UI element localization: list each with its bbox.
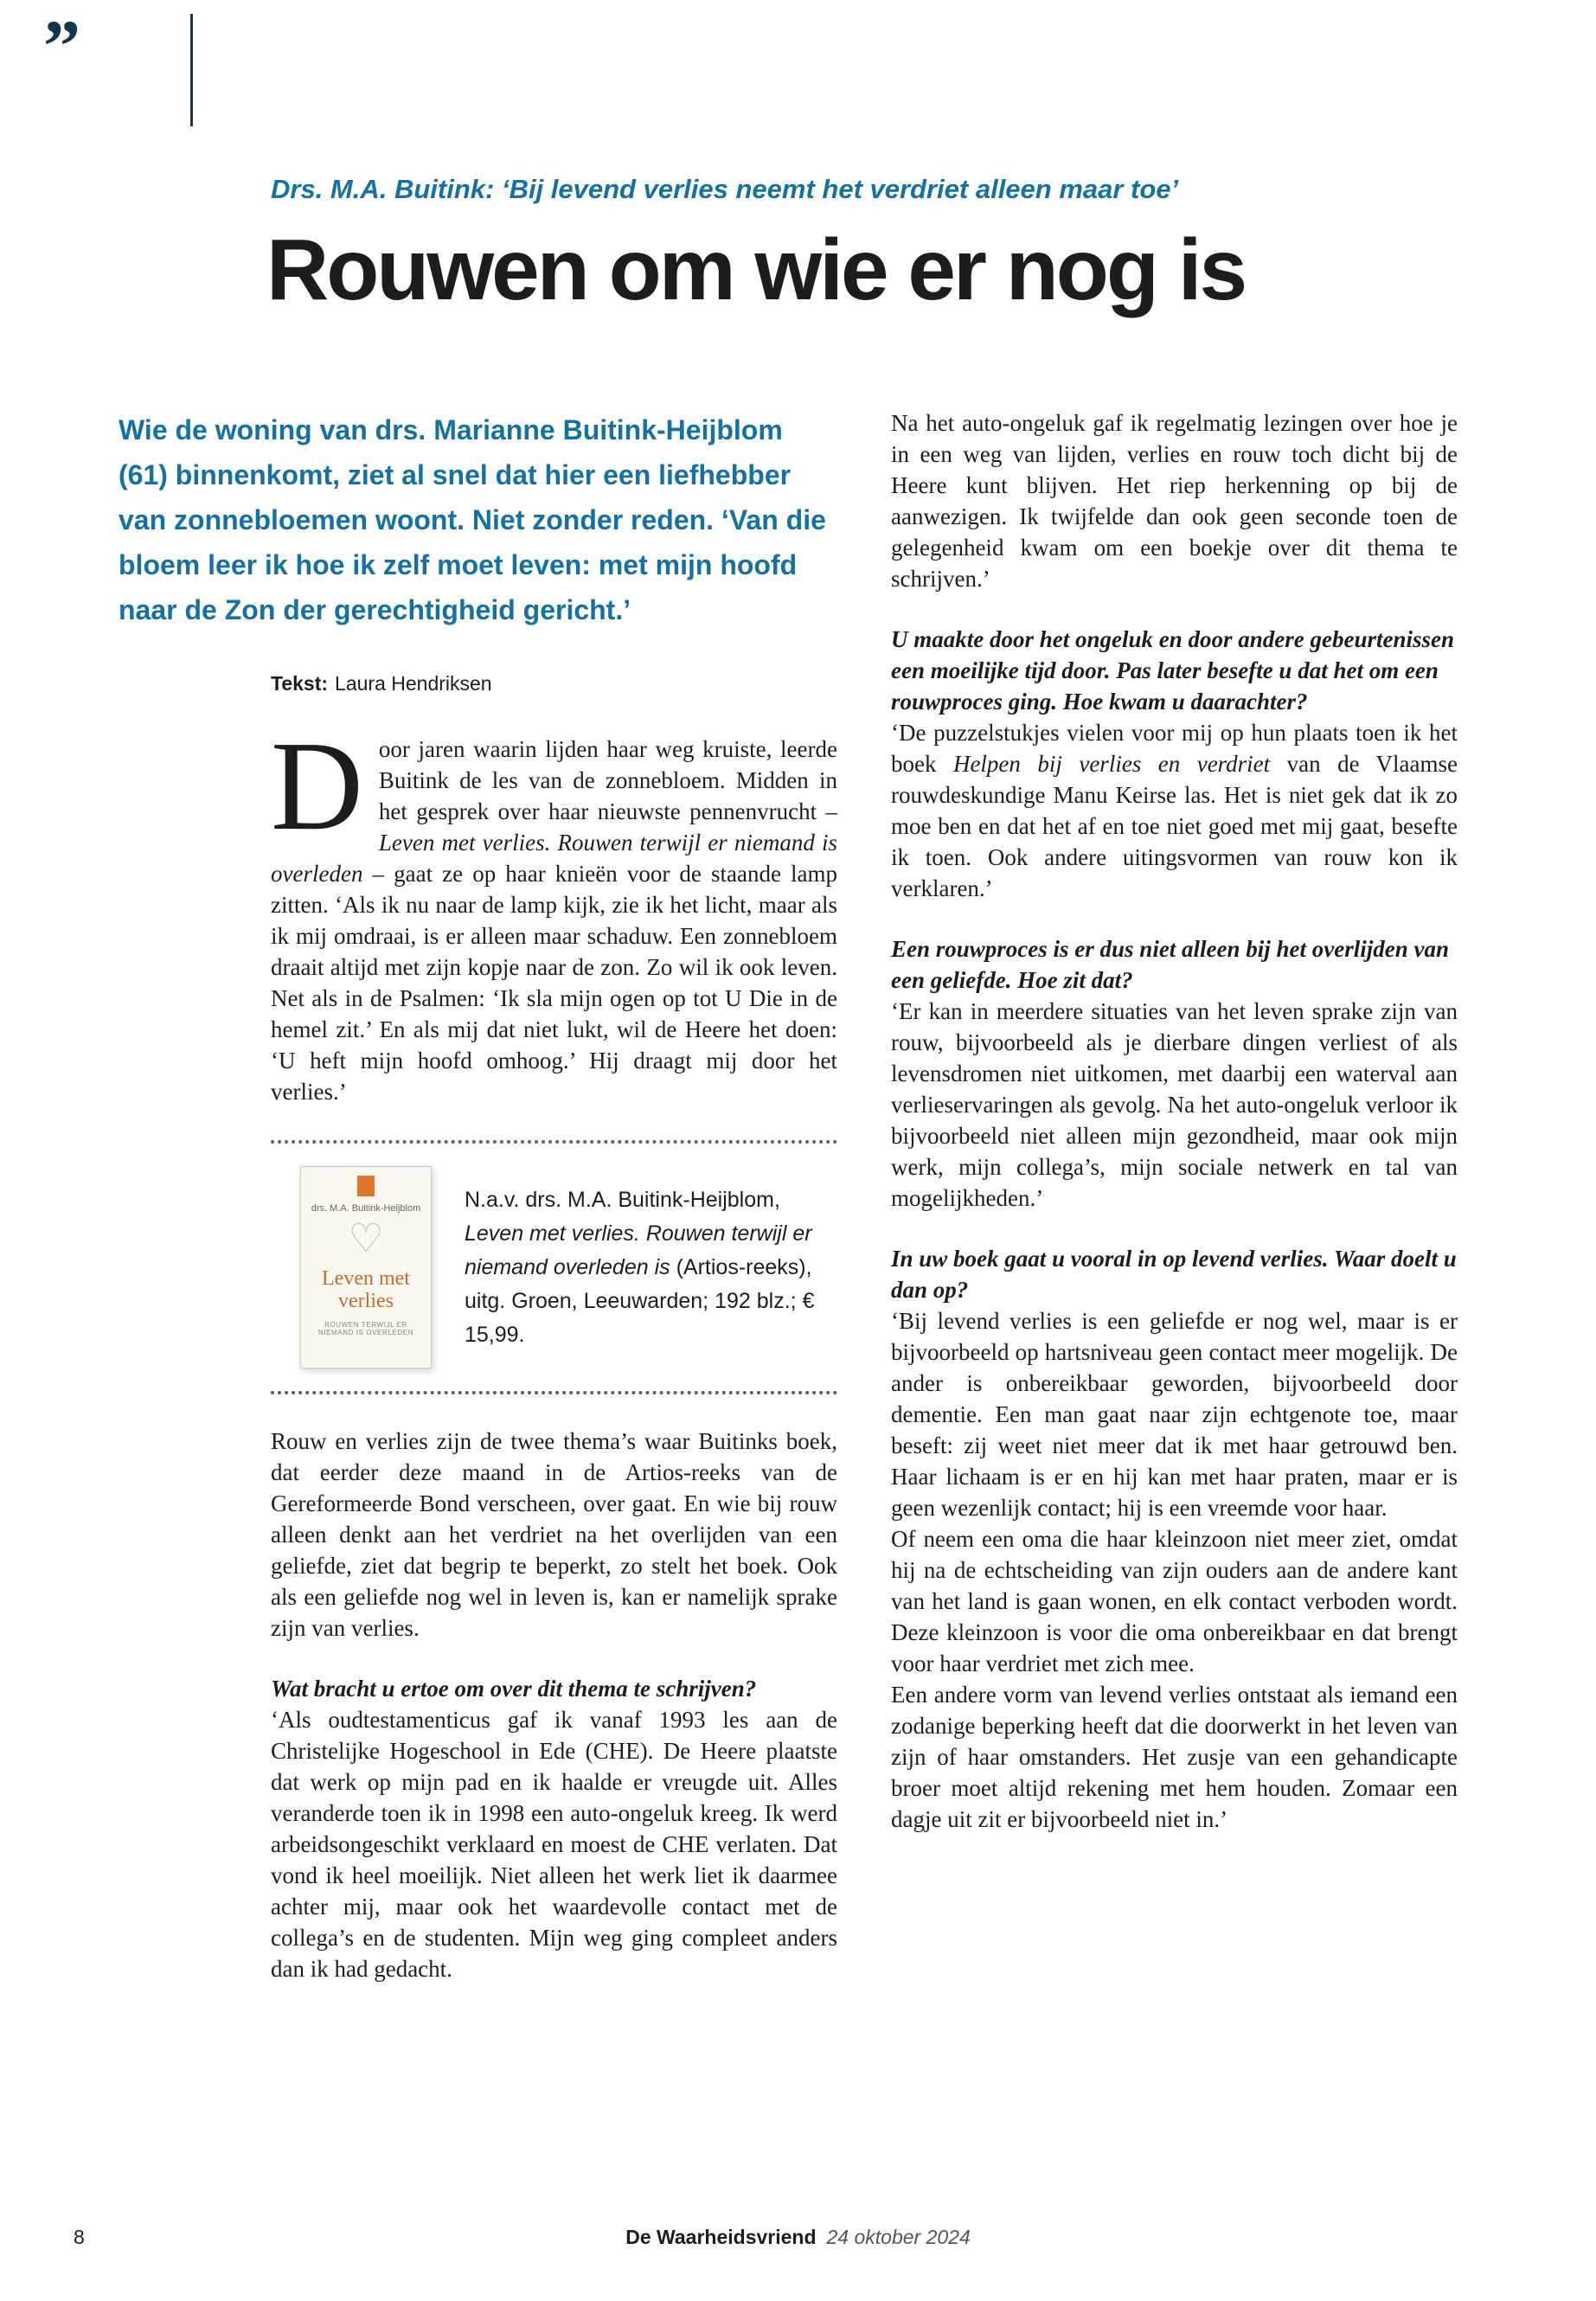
left-column — [119, 407, 837, 1984]
interview-question: U maakte door het ongeluk en door andere gebeurtenissen een moeilijke tijd door. Pas later besefte u dat het om een rouwproces ging. Hoe kwam u daarachter? — [891, 626, 1455, 715]
footer-center — [0, 2226, 1596, 2249]
publisher-logo-icon — [357, 1176, 375, 1196]
body-paragraph — [271, 715, 837, 1107]
book-reference-text — [465, 1183, 828, 1352]
article-title: Rouwen om wie er nog is — [266, 221, 1246, 319]
interview-answer: ‘Er kan in meerdere situaties van het leven sprake zijn van rouw, bijvoorbeeld als je dierbare dingen verliest of als levensdromen niet uitkomen, met daarbij een waterval aan verlieservaringen als gevolg. Na het auto-ongeluk verloor ik bijvoorbeeld niet alleen mijn gezondheid, maar ook mijn werk, mijn collega’s, mijn sociale netwerk en tal van mogelijkheden.’ — [891, 998, 1458, 1212]
paragraph-text: oor jaren waarin lijden haar weg kruiste, leerde Buitink de les van de zonnebloem. Midden in het gesprek over haar nieuwste pennenvrucht – — [378, 736, 837, 825]
paragraph-text: – gaat ze op haar knieën voor de staande lamp zitten. ‘Als ik nu naar de lamp kijk, zie ik het licht, maar als ik mij omdraai, is er alleen maar schaduw. Een zonnebloem draait altijd met zijn kopje naar de zon. Zo wil ik ook leven. Net als in de Psalmen: ‘Ik sla mijn ogen op tot U Die in de hemel zit.’ En als mij dat niet lukt, wil de Heere het doen: ‘U heft mijn hoofd omhoog.’ Hij draagt mij door het verlies.’ — [271, 861, 837, 1106]
interview-answer — [891, 717, 1458, 904]
book-cover-title: Leven met verlies — [322, 1266, 410, 1313]
answer-text: van de Vlaamse rouwdeskundige Manu Keirse las. Het is niet gek dat ik zo moe ben en dat het af en toe niet goed met mij gaat, besefte ik toen. Ook andere uitingsvormen van rouw kon ik verklaren.’ — [891, 751, 1458, 902]
book-cover-subtitle: ROUWEN TERWIJL ER NIEMAND IS OVERLEDEN — [317, 1321, 414, 1337]
interview-question: Wat bracht u ertoe om over dit thema te schrijven? — [271, 1676, 757, 1702]
interview-answer: Of neem een oma die haar kleinzoon niet meer ziet, omdat hij na de echtscheiding van zijn ouders aan de andere kant van het land is gaan wonen, en elk contact verboden wordt. Deze kleinzoon is voor die oma onbereikbaar en dat brengt voor haar verdriet met zich mee. — [891, 1526, 1458, 1677]
book-ref-title: Leven met verlies. Rouwen terwijl er niemand overleden is — [465, 1221, 812, 1279]
kicker: Drs. M.A. Buitink: ‘Bij levend verlies neemt het verdriet alleen maar toe’ — [271, 174, 1179, 204]
byline-label: Tekst: — [271, 672, 329, 695]
interview-question: Een rouwproces is er dus niet alleen bij het overlijden van een geliefde. Hoe zit dat? — [891, 936, 1450, 994]
interview-answer: Na het auto-ongeluk gaf ik regelmatig lezingen over hoe je in een weg van lijden, verlies en rouw toch dicht bij de Heere kunt blijven. Het riep herkenning op bij de aanwezigen. Ik twijfelde dan ook geen seconde toen de gelegenheid kwam om een boekje over dit thema te schrijven.’ — [891, 410, 1458, 593]
answer-text: ‘De puzzelstukjes vielen voor mij op hun plaats toen ik het boek — [891, 720, 1458, 778]
book-ref-lead: N.a.v. drs. M.A. Buitink-Heijblom, — [465, 1187, 780, 1212]
article-columns — [119, 407, 1458, 1984]
interview-answer: ‘Als oudtestamenticus gaf ik vanaf 1993 les aan de Christelijke Hogeschool in Ede (CHE). De Heere plaatste dat werk op mijn pad en ik haalde er vreugde uit. Alles veranderde toen ik in 1998 een auto-ongeluk kreeg. Ik werd arbeidsongeschikt verklaard en moest de CHE verlaten. Dat vond ik heel moeilijk. Niet alleen het werk liet ik daarmee achter mij, maar ook het waardevolle contact met de collega’s en de studenten. Mijn weg ging compleet anders dan ik had gedacht. — [271, 1707, 837, 1983]
book-cover-author: drs. M.A. Buitink-Heijblom — [311, 1203, 421, 1215]
right-column — [891, 407, 1458, 1984]
byline — [271, 672, 837, 695]
book-info-box — [271, 1140, 837, 1394]
dropcap-letter: D — [271, 715, 363, 858]
page-number: 8 — [74, 2226, 85, 2248]
interview-answer: Een andere vorm van levend verlies ontstaat als iemand een zodanige beperking heeft dat die doorwerkt in het leven van zijn of haar omstanders. Het zusje van een gehandicapte broer moet altijd rekening met hem houden. Zomaar een dagje uit zit er bijvoorbeeld niet in.’ — [891, 1682, 1458, 1833]
book-title-inline: Leven met verlies. Rouwen terwijl er niemand is overleden — [271, 830, 837, 888]
byline-name: Laura Hendriksen — [335, 672, 492, 695]
header-rule — [190, 14, 193, 126]
book-ref-details: (Artios-reeks), uitg. Groen, Leeuwarden; 192 blz.; € 15,99. — [465, 1254, 815, 1347]
dotted-divider-bottom — [271, 1391, 837, 1394]
quote-icon: ” — [43, 4, 80, 87]
interview-question: In uw boek gaat u vooral in op levend verlies. Waar doelt u dan op? — [891, 1246, 1457, 1304]
intro-paragraph: Wie de woning van drs. Marianne Buitink-Heijblom (61) binnenkomt, ziet al snel dat hier een liefhebber van zonnebloemen woont. Niet zonder reden. ‘Van die bloem leer ik hoe ik zelf moet leven: met mijn hoofd naar de Zon der gerechtigheid gericht.’ — [119, 414, 826, 626]
book-info-inner — [271, 1144, 837, 1391]
magazine-name: De Waarheidsvriend — [625, 2226, 817, 2248]
page-footer — [0, 2226, 1596, 2249]
heart-icon: ♡ — [348, 1216, 384, 1261]
book-title-inline: Helpen bij verlies en verdriet — [952, 751, 1271, 778]
book-cover-image — [300, 1166, 432, 1368]
page-content — [119, 0, 1458, 1984]
body-paragraph: Rouw en verlies zijn de twee thema’s waar Buitinks boek, dat eerder deze maand in de Artios-reeks van de Gereformeerde Bond verscheen, over gaat. En wie bij rouw alleen denkt aan het verdriet na het overlijden van een geliefde, ziet dat begrip te beperkt, zo stelt het boek. Ook als een geliefde nog wel in leven is, kan er namelijk sprake zijn van verlies. — [271, 1428, 837, 1642]
interview-answer: ‘Bij levend verlies is een geliefde er nog wel, maar is er bijvoorbeeld op hartsniveau geen contact meer mogelijk. De ander is onbereikbaar geworden, bijvoorbeeld door dementie. Een man gaat naar zijn echtgenote toe, maar beseft: zij weet niet meer dat ik met haar getrouwd ben. Haar lichaam is er en hij kan met haar praten, maar er is geen wezenlijk contact; hij is een vreemde voor haar. — [891, 1308, 1458, 1522]
issue-date: 24 oktober 2024 — [826, 2226, 971, 2248]
